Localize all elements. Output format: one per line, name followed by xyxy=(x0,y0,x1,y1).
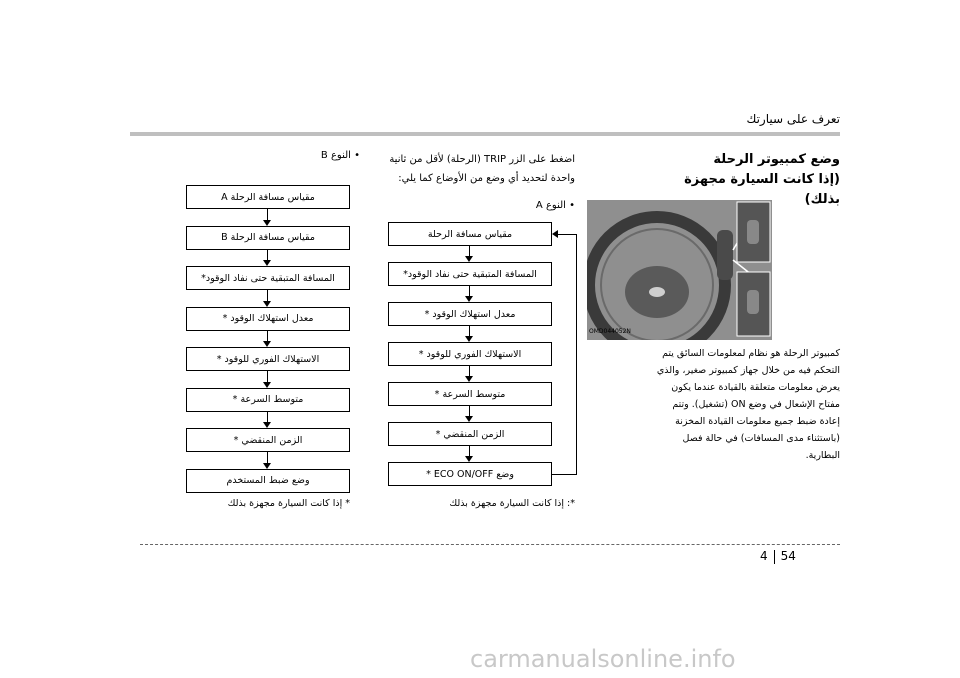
middle-step-2: المسافة المتبقية حتى نفاد الوقود* xyxy=(388,262,552,286)
middle-step-7: وضع ECO ON/OFF * xyxy=(388,462,552,486)
section-number: 4 xyxy=(760,549,768,563)
left-step-6: متوسط السرعة * xyxy=(186,388,350,412)
middle-connector-3 xyxy=(469,326,470,336)
middle-connector-4 xyxy=(469,366,470,376)
middle-step-1: مقياس مسافة الرحلة xyxy=(388,222,552,246)
left-type-label: • النوع B xyxy=(320,150,360,161)
middle-connector-1 xyxy=(469,246,470,256)
middle-step-3: معدل استهلاك الوقود * xyxy=(388,302,552,326)
header-rule xyxy=(130,132,840,136)
page-number-value: 54 xyxy=(780,549,796,563)
middle-connector-6 xyxy=(469,446,470,456)
middle-heading: اضغط على الزر TRIP (الرحلة) لأقل من ثانية واحدة لتحديد أي وضع من الأوضاع كما يلي: xyxy=(389,154,575,184)
section-title-line1: وضع كمبيوتر الرحلة xyxy=(713,152,840,167)
middle-connector-5 xyxy=(469,406,470,416)
left-connector-1 xyxy=(267,209,268,220)
watermark: carmanualsonline.info xyxy=(470,645,736,673)
left-step-8: وضع ضبط المستخدم xyxy=(186,469,350,493)
left-connector-4 xyxy=(267,331,268,342)
steering-wheel-photo xyxy=(587,200,772,340)
middle-loop-bottom xyxy=(552,474,576,475)
footer-rule xyxy=(140,544,840,545)
middle-loop-side xyxy=(576,234,577,475)
middle-loop-top xyxy=(556,234,576,235)
left-connector-3 xyxy=(267,290,268,301)
left-connector-6 xyxy=(267,412,268,423)
middle-step-4: الاستهلاك الفوري للوقود * xyxy=(388,342,552,366)
left-connector-5 xyxy=(267,371,268,382)
middle-step-5: متوسط السرعة * xyxy=(388,382,552,406)
section-title-line2: (إذا كانت السيارة مجهزة بذلك) xyxy=(684,172,840,207)
section-description: كمبيوتر الرحلة هو نظام لمعلومات السائق يتم التحكم فيه من خلال جهاز كمبيوتر صغير، والذي يعرض معلومات متعلقة بالقيادة عندما يكون مفتاح الإشعال في وضع ON (تشغيل). وتتم إعادة ضبط جميع معلومات القيادة المخزنة (باستثناء مدى المسافات) في حالة فصل البطارية. xyxy=(656,348,840,461)
middle-loop-arrow xyxy=(552,230,558,238)
left-connector-2 xyxy=(267,250,268,261)
middle-connector-2 xyxy=(469,286,470,296)
left-connector-7 xyxy=(267,452,268,463)
left-step-4: معدل استهلاك الوقود * xyxy=(186,307,350,331)
page-separator xyxy=(774,550,775,564)
left-step-7: الزمن المنقضي * xyxy=(186,428,350,452)
left-step-1: مقياس مسافة الرحلة A xyxy=(186,185,350,209)
left-footnote: * إذا كانت السيارة مجهزة بذلك xyxy=(227,498,350,509)
left-step-5: الاستهلاك الفوري للوقود * xyxy=(186,347,350,371)
middle-footnote: *: إذا كانت السيارة مجهزة بذلك xyxy=(449,498,575,509)
left-step-2: مقياس مسافة الرحلة B xyxy=(186,226,350,250)
middle-step-6: الزمن المنقضي * xyxy=(388,422,552,446)
image-code: OMD044052N xyxy=(589,328,631,335)
page-number xyxy=(760,549,796,564)
header-title: تعرف على سيارتك xyxy=(746,112,840,126)
steering-wheel-icon xyxy=(587,200,772,340)
middle-type-label: • النوع A xyxy=(535,200,575,211)
left-step-3: المسافة المتبقية حتى نفاد الوقود* xyxy=(186,266,350,290)
